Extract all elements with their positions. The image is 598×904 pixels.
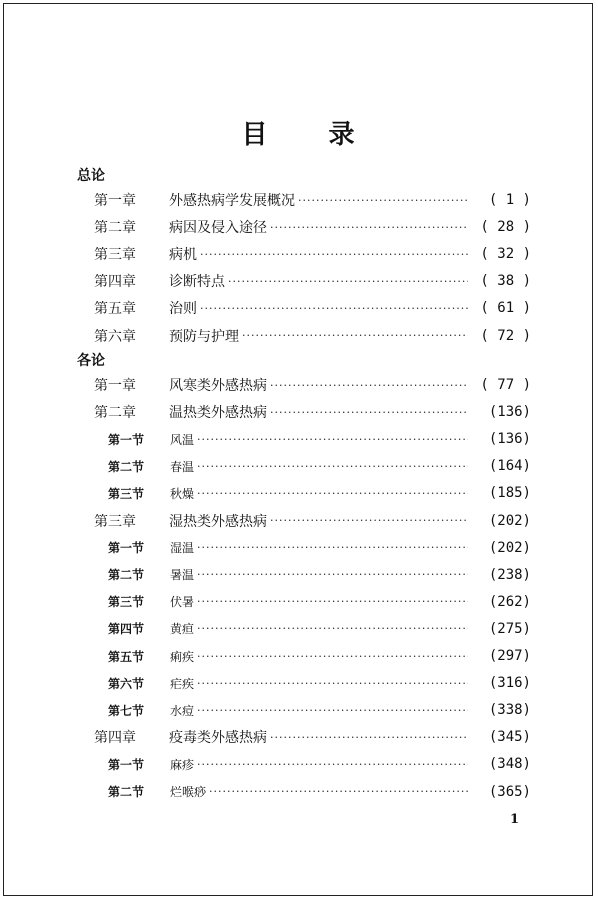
entry-title: 暑温 (170, 568, 195, 583)
entry-page-number: ( 61 ) (480, 300, 531, 317)
entry-page-number: (348) (488, 756, 531, 773)
entry-page-number: ( 38 ) (480, 273, 531, 290)
entry-page-number: ( 1 ) (488, 192, 531, 208)
dot-leader (298, 194, 468, 207)
entry-page-number: ( 72 ) (480, 327, 531, 344)
entry-page-number: (297) (488, 648, 531, 664)
entry-title: 预防与护理 (169, 328, 239, 345)
entry-label: 第三节 (108, 486, 145, 501)
entry-title: 春温 (170, 459, 195, 474)
entry-label: 第一节 (108, 432, 145, 447)
dot-leader (200, 248, 468, 261)
toc-chapter-entry (94, 216, 531, 238)
dot-leader (197, 622, 468, 635)
entry-page-number: (136) (488, 431, 531, 448)
entry-title: 病机 (169, 247, 197, 264)
entry-page-number: ( 28 ) (480, 219, 531, 236)
entry-label: 第五节 (108, 649, 145, 664)
toc-section-entry (108, 455, 531, 477)
entry-page-number: (238) (488, 566, 531, 583)
toc-section-entry (108, 699, 531, 721)
entry-title: 湿温 (170, 541, 195, 556)
entry-title: 治则 (169, 301, 197, 318)
entry-page-number: (316) (488, 675, 531, 692)
entry-label: 第二节 (108, 785, 145, 799)
entry-label: 第六章 (94, 328, 136, 345)
toc-chapter-entry (94, 374, 531, 396)
entry-label: 第四章 (94, 730, 136, 747)
dot-leader (197, 595, 468, 608)
toc-section-entry (108, 672, 531, 694)
toc-section-entry (108, 482, 531, 504)
entry-title: 风温 (170, 432, 195, 447)
entry-page-number: ( 77 ) (480, 377, 531, 393)
entry-label: 第一节 (108, 757, 145, 772)
entry-label: 第二节 (108, 459, 145, 474)
entry-label: 第一章 (94, 378, 136, 394)
toc-section-entry (108, 564, 531, 586)
dot-leader (197, 487, 468, 500)
toc-section-entry (108, 645, 531, 667)
toc-chapter-entry (94, 189, 531, 211)
section-heading: 总论 (77, 168, 105, 184)
dot-leader (197, 433, 468, 446)
entry-title: 病因及侵入途径 (169, 220, 267, 237)
section-heading: 各论 (77, 353, 105, 369)
toc-section-entry (108, 537, 531, 559)
entry-page-number: (262) (488, 593, 531, 610)
entry-title: 痢疾 (170, 649, 195, 664)
dot-leader (270, 221, 468, 234)
entry-title: 风寒类外感热病 (169, 378, 267, 394)
entry-page-number: ( 32 ) (480, 246, 531, 263)
dot-leader (197, 677, 468, 690)
entry-label: 第二章 (94, 405, 136, 422)
entry-page-number: (275) (488, 620, 531, 637)
entry-label: 第四节 (108, 622, 145, 637)
entry-label: 第三节 (108, 595, 145, 610)
entry-page-number: (202) (488, 512, 531, 529)
entry-title: 水痘 (170, 703, 195, 718)
entry-label: 第三章 (94, 247, 136, 264)
entry-title: 伏暑 (170, 595, 195, 610)
entry-label: 第六节 (108, 676, 145, 691)
toc-chapter-entry (94, 726, 531, 748)
page-number: 1 (510, 812, 520, 827)
entry-title: 疫毒类外感热病 (169, 730, 267, 747)
entry-title: 烂喉痧 (170, 785, 207, 799)
entry-page-number: (365) (488, 783, 531, 800)
dot-leader (209, 785, 468, 798)
entry-title: 黄疸 (170, 622, 195, 637)
toc-chapter-entry (94, 270, 531, 292)
toc-chapter-entry (94, 401, 531, 423)
entry-label: 第三章 (94, 513, 136, 530)
entry-label: 第一章 (94, 193, 136, 209)
dot-leader (197, 568, 468, 581)
entry-page-number: (345) (488, 729, 531, 746)
entry-title: 诊断特点 (169, 274, 225, 291)
dot-leader (197, 460, 468, 473)
page-title: 目 录 (241, 120, 381, 150)
entry-page-number: (338) (488, 702, 531, 719)
toc-chapter-entry (94, 510, 531, 532)
entry-title: 温热类外感热病 (169, 405, 267, 422)
dot-leader (197, 650, 468, 663)
dot-leader (200, 302, 468, 315)
entry-label: 第七节 (108, 703, 145, 718)
dot-leader (270, 406, 468, 419)
entry-label: 第五章 (94, 301, 136, 318)
entry-label: 第二节 (108, 568, 145, 583)
entry-title: 湿热类外感热病 (169, 513, 267, 530)
entry-page-number: (136) (488, 404, 531, 421)
toc-section-entry (108, 428, 531, 450)
entry-title: 外感热病学发展概况 (169, 193, 295, 209)
dot-leader (197, 758, 468, 771)
toc-chapter-entry (94, 243, 531, 265)
entry-label: 第二章 (94, 220, 136, 237)
entry-label: 第一节 (108, 541, 145, 556)
dot-leader (228, 275, 468, 288)
dot-leader (197, 541, 468, 554)
entry-page-number: (202) (488, 539, 531, 556)
entry-title: 疟疾 (170, 676, 195, 691)
dot-leader (242, 329, 468, 342)
toc-section-entry (108, 781, 531, 803)
entry-page-number: (164) (488, 458, 531, 475)
entry-title: 秋燥 (170, 486, 195, 501)
toc-chapter-entry (94, 325, 531, 347)
dot-leader (270, 731, 468, 744)
entry-page-number: (185) (488, 485, 531, 502)
toc-section-entry (108, 753, 531, 775)
entry-label: 第四章 (94, 274, 136, 291)
toc-section-entry (108, 618, 531, 640)
dot-leader (270, 514, 468, 527)
toc-chapter-entry (94, 297, 531, 319)
toc-section-entry (108, 591, 531, 613)
dot-leader (197, 704, 468, 717)
document-page (3, 3, 593, 896)
dot-leader (270, 379, 468, 392)
entry-title: 麻疹 (170, 757, 195, 772)
